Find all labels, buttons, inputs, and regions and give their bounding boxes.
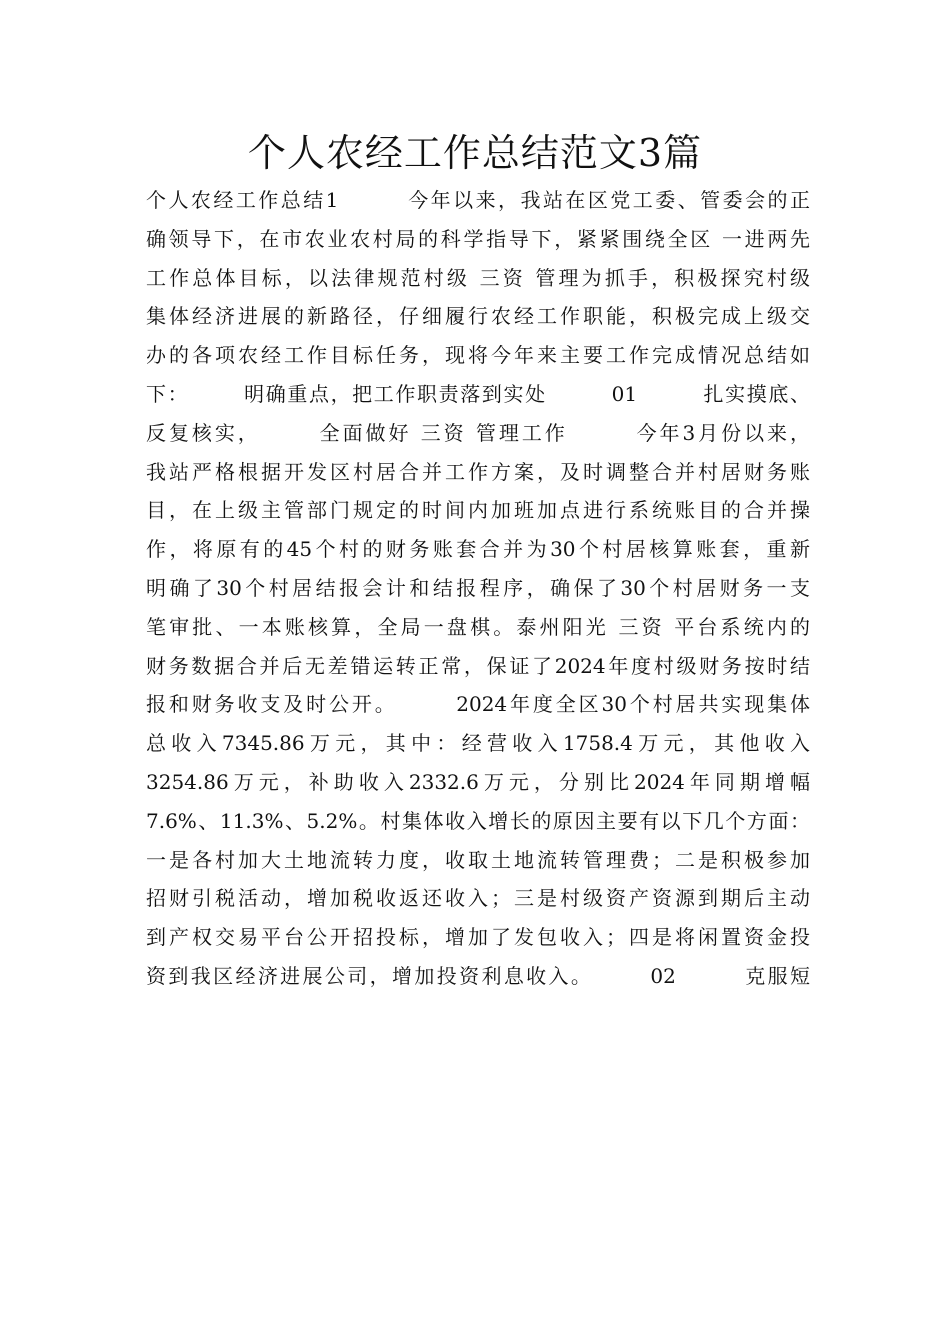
text-line: 7.6%、11.3%、5.2%。村集体收入增长的原因主要有以下几个方面： (146, 808, 810, 833)
text-line: 我站严格根据开发区村居合并工作方案，及时调整合并村居财务账 (146, 459, 810, 484)
text-line: 明确了30个村居结报会计和结报程序，确保了30个村居财务一支 (146, 575, 810, 600)
text-line: 总收入7345.86万元，其中：经营收入1758.4万元，其他收入 (146, 731, 810, 756)
text-line: 目，在上级主管部门规定的时间内加班加点进行系统账目的合并操 (146, 498, 810, 523)
document-body (146, 181, 810, 996)
text-line: 3254.86万元，补助收入2332.6万元，分别比2024年同期增幅 (146, 769, 810, 794)
text-line: 一是各村加大土地流转力度，收取土地流转管理费；二是积极参加 (146, 847, 810, 872)
text-line: 财务数据合并后无差错运转正常，保证了2024年度村级财务按时结 (146, 653, 810, 678)
text-line: 资到我区经济进展公司，增加投资利息收入。 02 克服短 (146, 963, 810, 988)
text-line: 招财引税活动，增加税收返还收入；三是村级资产资源到期后主动 (146, 886, 810, 911)
text-line: 集体经济进展的新路径，仔细履行农经工作职能，积极完成上级交 (146, 304, 810, 329)
text-line: 个人农经工作总结1 今年以来，我站在区党工委、管委会的正 (146, 188, 810, 212)
text-line: 作，将原有的45个村的财务账套合并为30个村居核算账套，重新 (146, 537, 810, 562)
text-line: 工作总体目标，以法律规范村级 三资 管理为抓手，积极探究村级 (146, 265, 810, 290)
document-title: 个人农经工作总结范文3篇 (247, 131, 703, 175)
text-line: 确领导下，在市农业农村局的科学指导下，紧紧围绕全区 一进两先 (146, 226, 810, 251)
text-line: 到产权交易平台公开招投标，增加了发包收入；四是将闲置资金投 (146, 925, 810, 950)
text-line: 报和财务收支及时公开。 2024年度全区30个村居共实现集体 (146, 692, 810, 717)
text-line: 办的各项农经工作目标任务，现将今年来主要工作完成情况总结如 (146, 343, 810, 368)
text-line: 反复核实， 全面做好 三资 管理工作 今年3月份以来， (146, 420, 810, 445)
text-line: 下： 明确重点，把工作职责落到实处 01 扎实摸底、 (146, 381, 810, 406)
text-line: 笔审批、一本账核算，全局一盘棋。泰州阳光 三资 平台系统内的 (146, 614, 810, 639)
